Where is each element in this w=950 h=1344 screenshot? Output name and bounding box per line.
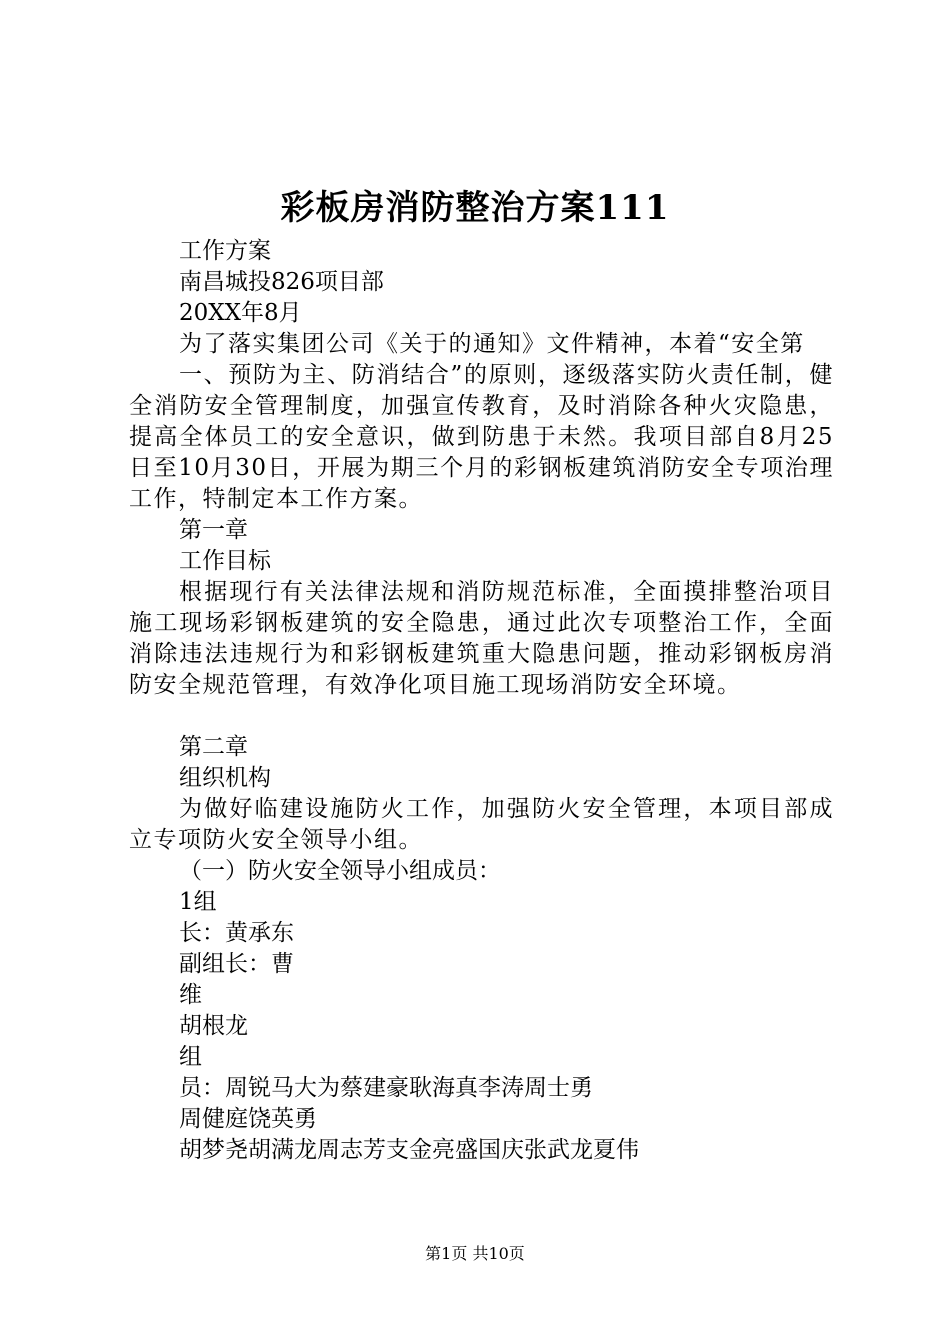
document-body [129, 236, 834, 1166]
paragraph-intro: 为了落实集团公司《关于的通知》文件精神，本着“安全第 [179, 331, 805, 357]
member-line: 长：黄承东 [179, 920, 294, 946]
chapter-one-heading: 第一章 [179, 517, 248, 543]
member-line: 1组 [179, 889, 217, 915]
member-line: 胡梦尧胡满龙周志芳支金亮盛国庆张武龙夏伟 [179, 1137, 639, 1163]
member-line: 周健庭饶英勇 [179, 1106, 317, 1132]
chapter-two-heading: 第二章 [179, 734, 248, 760]
member-line: 副组长：曹 [179, 951, 294, 977]
member-line: 组 [179, 1044, 202, 1070]
document-title: 彩板房消防整治方案111 [280, 188, 670, 228]
line-project-dept: 南昌城投826项目部 [179, 269, 384, 295]
member-line: 员：周锐马大为蔡建豪耿海真李涛周士勇 [179, 1075, 593, 1101]
blank-line [129, 701, 834, 732]
paragraph-goals: 根据现行有关法律法规和消防规范标准，全面摸排整治项目施工现场彩钢板建筑的安全隐患，通过此次专项整治工作，全面消除违法违规行为和彩钢板建筑重大隐患问题，推动彩钢板房消防安全规范管理，有效净化项目施工现场消防安全环境。 [129, 579, 834, 698]
chapter-two-title: 组织机构 [179, 765, 271, 791]
page-footer: 第1页 共10页 [425, 1244, 525, 1263]
section-members-heading: （一）防火安全领导小组成员： [179, 858, 501, 884]
line-work-plan: 工作方案 [179, 238, 271, 264]
paragraph-principle: 一、预防为主、防消结合”的原则，逐级落实防火责任制，健全消防安全管理制度，加强宣传教育，及时消除各种火灾隐患，提高全体员工的安全意识，做到防患于未然。我项目部自8月25日至10月30日，开展为期三个月的彩钢板建筑消防安全专项治理工作，特制定本工作方案。 [129, 362, 834, 512]
member-line: 胡根龙 [179, 1013, 248, 1039]
line-date: 20XX年8月 [179, 300, 302, 326]
chapter-one-title: 工作目标 [179, 548, 271, 574]
member-line: 维 [179, 982, 202, 1008]
paragraph-organization: 为做好临建设施防火工作，加强防火安全管理，本项目部成立专项防火安全领导小组。 [129, 796, 834, 853]
